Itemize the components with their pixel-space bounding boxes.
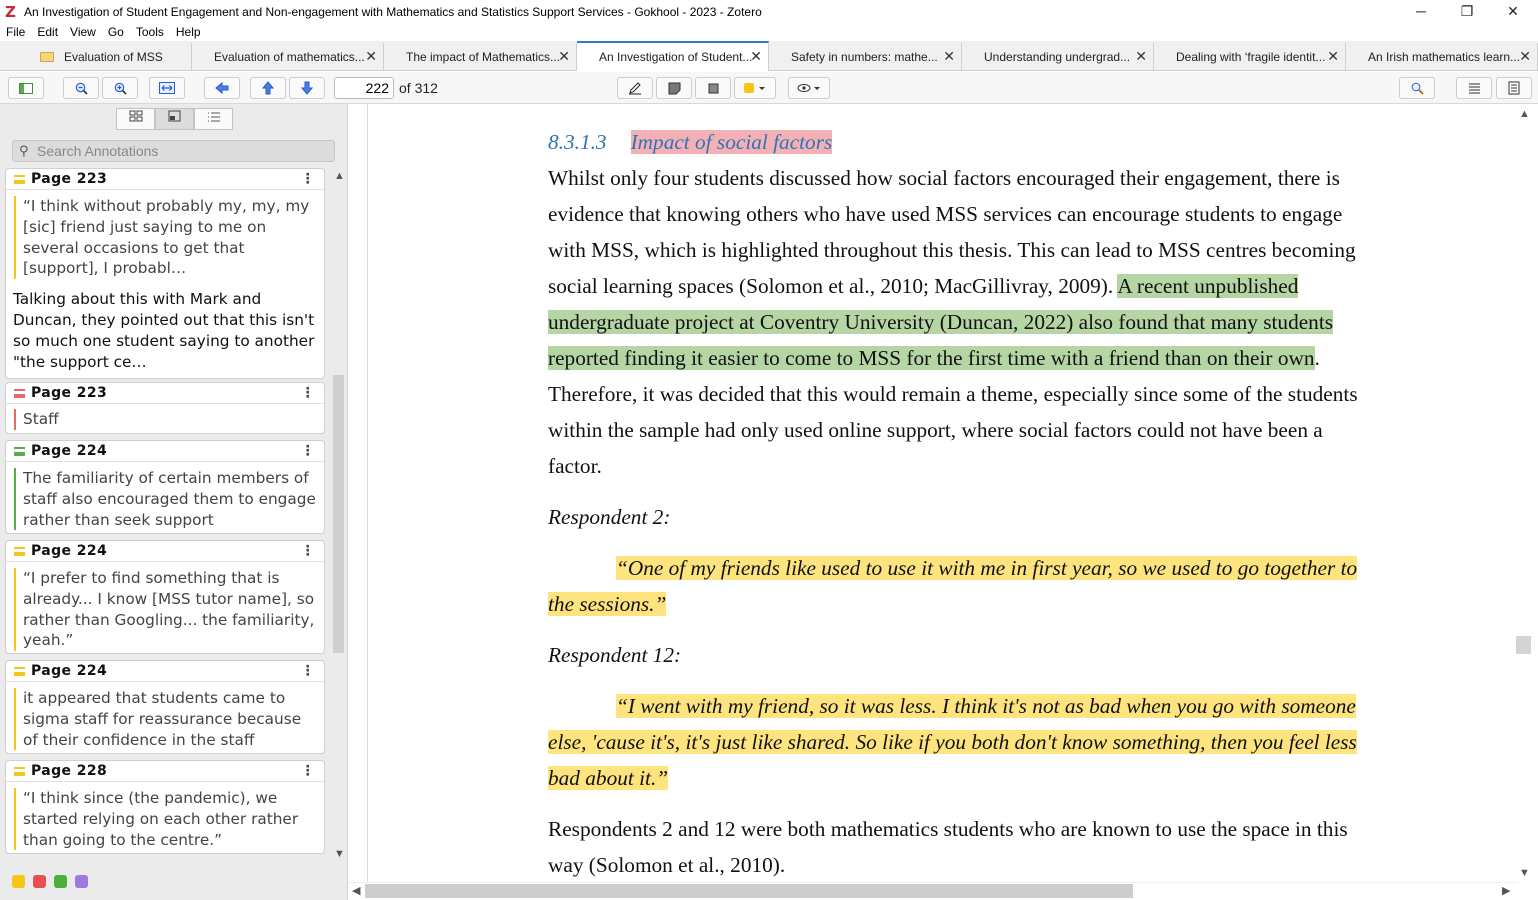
heading-number: 8.3.1.3 (548, 130, 607, 154)
color-picker-button[interactable] (734, 77, 776, 99)
vertical-scroll-thumb[interactable] (1516, 636, 1531, 654)
annotation-header (6, 383, 324, 404)
body-line: Respondents 2 and 12 were both mathematics students who are known to use the space in this (548, 817, 1348, 841)
tab-document[interactable] (1154, 43, 1346, 71)
restore-button[interactable]: ❐ (1460, 3, 1474, 19)
body-line: with MSS, which is highlighted throughout this thesis. This can lead to MSS centres becoming (548, 238, 1356, 262)
filter-purple-button[interactable] (75, 875, 88, 888)
more-options-icon[interactable]: ⋮ (300, 385, 315, 401)
annotation-card[interactable] (5, 440, 325, 534)
back-button[interactable] (204, 77, 240, 99)
annotation-page: Page 223 (31, 171, 108, 187)
pdf-viewer (349, 104, 1538, 900)
menu-edit[interactable]: Edit (37, 25, 59, 39)
quote-line (616, 556, 1357, 581)
sidebar-icon (19, 83, 33, 94)
scroll-down-icon[interactable]: ▼ (334, 848, 345, 860)
scroll-up-icon[interactable]: ▲ (1519, 108, 1530, 120)
page-total-label: of 312 (399, 80, 438, 96)
heading-text[interactable]: Impact of social factors (630, 130, 833, 154)
pen-icon (628, 81, 642, 95)
zoom-in-button[interactable] (102, 77, 138, 99)
filter-yellow-button[interactable] (12, 875, 25, 888)
note-tool-button[interactable] (656, 77, 692, 99)
annotation-card[interactable] (5, 168, 325, 379)
outline-icon (207, 112, 221, 122)
arrow-left-icon (215, 82, 229, 94)
notes-icon (1508, 81, 1520, 95)
color-swatch-icon (742, 82, 768, 94)
outline-view-button[interactable] (194, 108, 233, 130)
tab-label: The impact of Mathematics... (406, 50, 561, 64)
quote-line (548, 730, 1357, 755)
horizontal-scroll-thumb[interactable] (365, 884, 1133, 898)
annotation-page: Page 224 (31, 663, 108, 679)
annotation-header (6, 661, 324, 682)
annotation-quote: Staff (14, 409, 316, 430)
eye-icon (796, 82, 822, 94)
body-text: . (1314, 346, 1320, 370)
lines-icon (1468, 82, 1481, 94)
annotations-sidebar (0, 104, 348, 900)
zoom-in-icon (114, 82, 127, 95)
annotation-header (6, 169, 324, 190)
yellow-highlight[interactable]: the sessions.” (548, 592, 667, 616)
fit-width-button[interactable] (149, 77, 185, 99)
minimize-button[interactable]: ─ (1416, 3, 1426, 19)
search-icon: ⚲ (19, 143, 29, 158)
annotation-page: Page 228 (31, 763, 108, 779)
highlight-icon (14, 175, 25, 184)
color-filter (12, 875, 96, 888)
green-highlight[interactable]: reported finding it easier to come to MSS for the first time with a friend than on their own (548, 346, 1315, 370)
scroll-down-icon[interactable]: ▼ (1519, 867, 1530, 879)
highlight-icon (14, 667, 25, 676)
highlight-tool-button[interactable] (617, 77, 653, 99)
body-line: within the sample had only used online support, where social factors could not have been a (548, 418, 1323, 442)
quote-line (548, 766, 668, 791)
body-line (548, 274, 1298, 299)
tab-label: Understanding undergrad... (984, 50, 1131, 64)
search-annotations-input[interactable] (12, 140, 335, 162)
annotation-page: Page 224 (31, 443, 108, 459)
annotation-card[interactable] (5, 540, 325, 654)
menu-file[interactable]: File (6, 25, 26, 39)
close-tab-icon[interactable]: ✕ (1519, 48, 1531, 64)
zoom-out-button[interactable] (63, 77, 99, 99)
window-title: An Investigation of Student Engagement and Non-engagement with Mathematics and Statistics Support Services - Gokhool - 2023 - Zotero (24, 4, 762, 19)
next-page-button[interactable] (289, 77, 325, 99)
more-options-icon[interactable]: ⋮ (300, 543, 315, 559)
section-heading (548, 130, 832, 155)
folder-icon (40, 52, 54, 62)
quote-line (548, 592, 666, 617)
search-placeholder: Search Annotations (37, 143, 159, 159)
close-tab-icon[interactable]: ✕ (943, 48, 955, 64)
close-tab-icon[interactable]: ✕ (1327, 48, 1339, 64)
arrow-up-icon (262, 81, 274, 95)
previous-page-button[interactable] (250, 77, 286, 99)
annotations-view-button[interactable] (155, 108, 194, 130)
find-button[interactable] (1399, 77, 1435, 99)
toggle-context-pane-button[interactable] (1456, 77, 1492, 99)
fit-width-icon (159, 82, 175, 94)
body-line: Whilst only four students discussed how social factors encouraged their engagement, there is (548, 166, 1340, 190)
annotation-card[interactable] (5, 382, 325, 434)
area-select-icon (707, 82, 720, 95)
body-line: Therefore, it was decided that this would remain a theme, especially since some of the students (548, 382, 1358, 406)
annotation-page: Page 223 (31, 385, 108, 401)
highlight-icon (14, 547, 25, 556)
annotation-comment[interactable]: Talking about this with Mark and Duncan, they pointed out that this isn't so much one student saying to another "the support ce… (13, 290, 315, 371)
page-number-input[interactable]: 222 (334, 77, 394, 99)
view-options-button[interactable] (788, 77, 830, 99)
tab-document[interactable] (384, 43, 577, 71)
close-tab-icon[interactable]: ✕ (750, 48, 762, 64)
toggle-sidebar-button[interactable] (8, 77, 44, 99)
yellow-highlight[interactable]: bad about it.” (548, 766, 669, 790)
body-text: social learning spaces (Solomon et al., 2010; MacGillivray, 2009). (548, 274, 1118, 298)
annotation-header (6, 441, 324, 462)
annotation-quote: “I think without probably my, my, my [sic] friend just saying to me on several occasions to get that [support], I probabl… (14, 196, 316, 279)
thumbnails-view-button[interactable] (116, 108, 155, 130)
scroll-up-icon[interactable]: ▲ (334, 170, 345, 182)
tab-label: Evaluation of MSS (64, 50, 163, 64)
scroll-right-icon[interactable]: ▶ (1502, 885, 1511, 897)
area-tool-button[interactable] (695, 77, 731, 99)
yellow-highlight[interactable]: else, 'cause it's, it's just like shared. So like if you both don't know something, then you feel less (548, 730, 1357, 754)
search-icon (1411, 82, 1424, 95)
body-line (548, 346, 1320, 371)
annotation-header (6, 541, 324, 562)
highlight-icon (14, 447, 25, 456)
annotation-page: Page 224 (31, 543, 108, 559)
title-bar (0, 0, 1538, 23)
close-tab-icon[interactable]: ✕ (558, 48, 570, 64)
thumbnails-icon (129, 110, 143, 122)
body-line: way (Solomon et al., 2010). (548, 853, 786, 877)
quote-line (616, 694, 1356, 719)
notes-pane-button[interactable] (1496, 77, 1532, 99)
tab-document-active[interactable] (577, 41, 769, 71)
zotero-logo-icon: Z (5, 2, 16, 21)
tab-label: An Irish mathematics learn... (1368, 50, 1521, 64)
tab-library[interactable] (0, 43, 192, 71)
yellow-highlight[interactable]: “One of my friends like used to use it with me in first year, so we used to go together to (616, 556, 1358, 580)
more-options-icon[interactable]: ⋮ (300, 443, 315, 459)
body-line: evidence that knowing others who have used MSS services can encourage students to engage (548, 202, 1343, 226)
respondent-label: Respondent 12: (548, 643, 682, 667)
annotation-list-icon (168, 110, 181, 122)
highlight-icon (14, 767, 25, 776)
annotation-list (0, 166, 330, 858)
filter-red-button[interactable] (33, 875, 46, 888)
menu-help[interactable]: Help (175, 25, 201, 39)
close-tab-icon[interactable]: ✕ (365, 48, 377, 64)
highlight-icon (14, 389, 25, 398)
vertical-scrollbar[interactable] (1518, 104, 1538, 884)
annotation-card[interactable] (5, 660, 325, 754)
close-tab-icon[interactable]: ✕ (1135, 48, 1147, 64)
arrow-down-icon (301, 81, 313, 95)
body-line (548, 310, 1333, 335)
scroll-left-icon[interactable]: ◀ (352, 885, 361, 897)
menu-tools[interactable]: Tools (135, 25, 164, 39)
tab-label: An Investigation of Student... (599, 50, 753, 64)
annotation-quote: “I prefer to find something that is already... I know [MSS tutor name], so rather than Googling... the familiarity, yeah.” (14, 568, 316, 651)
annotation-quote: The familiarity of certain members of staff also encouraged them to engage rather than seek support (14, 468, 316, 530)
zoom-out-icon (75, 82, 88, 95)
more-options-icon[interactable]: ⋮ (300, 171, 315, 187)
menu-view[interactable]: View (70, 25, 96, 39)
menu-go[interactable]: Go (107, 25, 124, 39)
annotation-quote: “I think since (the pandemic), we started relying on each other rather than going to the centre.” (14, 788, 316, 850)
green-highlight[interactable]: undergraduate project at Coventry University (Duncan, 2022) also found that many students (548, 310, 1334, 334)
note-icon (668, 82, 681, 95)
menu-bar (0, 23, 1538, 41)
respondent-label: Respondent 2: (548, 505, 671, 529)
tab-document[interactable] (962, 43, 1154, 71)
close-window-button[interactable]: ✕ (1507, 3, 1519, 19)
more-options-icon[interactable]: ⋮ (300, 663, 315, 679)
sidebar-scroll-thumb[interactable] (333, 375, 344, 653)
pdf-page (367, 104, 1495, 884)
sidebar-view-switcher (116, 108, 233, 130)
annotation-quote: it appeared that students came to sigma staff for reassurance because of their confidence in the staff (14, 688, 316, 750)
annotation-card[interactable] (5, 760, 325, 854)
tab-document[interactable] (769, 43, 962, 71)
yellow-highlight[interactable]: “I went with my friend, so it was less. I think it's not as bad when you go with someone (616, 694, 1356, 718)
filter-green-button[interactable] (54, 875, 67, 888)
tab-label: Safety in numbers: mathe... (791, 50, 938, 64)
tab-label: Dealing with ‘fragile identit... (1176, 50, 1326, 64)
tab-document[interactable] (1346, 43, 1538, 71)
tab-document[interactable] (192, 43, 384, 71)
tab-label: Evaluation of mathematics... (214, 50, 365, 64)
more-options-icon[interactable]: ⋮ (300, 763, 315, 779)
body-line: factor. (548, 454, 602, 478)
annotation-header (6, 761, 324, 782)
green-highlight[interactable]: A recent unpublished (1117, 274, 1299, 298)
